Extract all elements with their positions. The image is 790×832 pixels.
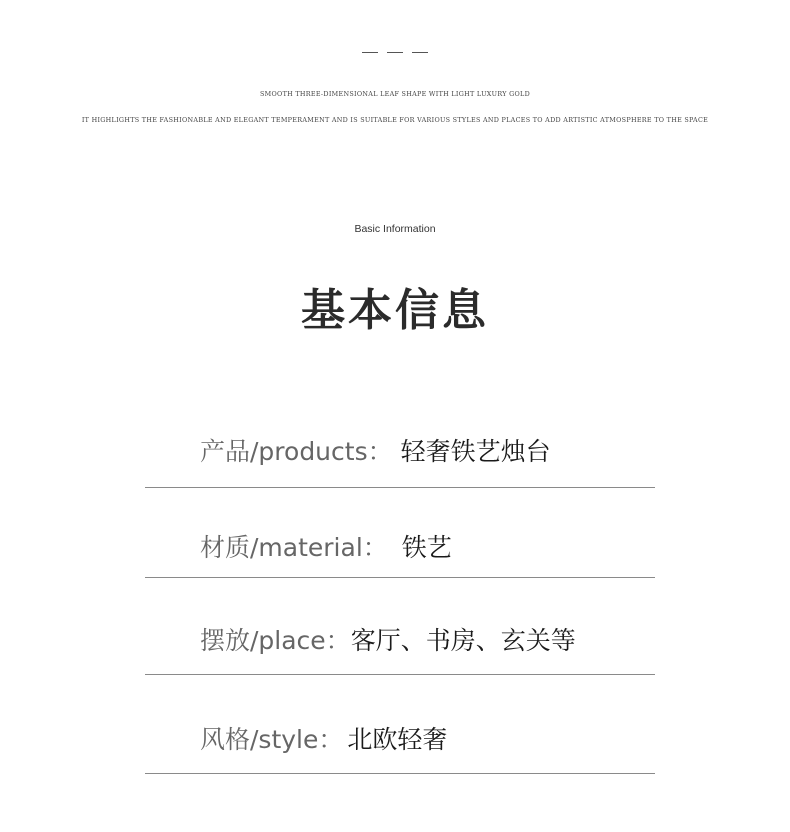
row-divider [145, 773, 655, 774]
info-row-text [200, 535, 452, 560]
header-tagline-2: IT HIGHLIGHTS THE FASHIONABLE AND ELEGANT TEMPERAMENT AND IS SUITABLE FOR VARIOUS STYLES AND PLACES TO ADD ARTISTIC ATMOSPHERE TO THE SPACE [81, 116, 709, 124]
info-label: 风格/style： [200, 725, 344, 754]
row-divider [145, 487, 655, 488]
info-row-material [145, 533, 655, 578]
row-divider [145, 674, 655, 675]
info-value: 轻奢铁艺烛台 [400, 437, 551, 466]
row-divider [145, 577, 655, 578]
dash-divider [412, 52, 428, 53]
dash-divider [387, 52, 403, 53]
info-row-products [145, 437, 655, 488]
dash-divider [362, 52, 378, 53]
info-row-place [145, 626, 655, 675]
header-tagline-1: SMOOTH THREE-DIMENSIONAL LEAF SHAPE WITH LIGHT LUXURY GOLD [259, 90, 531, 98]
info-row-text [200, 727, 447, 752]
decorative-dashes [0, 52, 790, 53]
info-value: 北欧轻奢 [347, 725, 448, 754]
info-row-style [145, 725, 655, 774]
info-value: 铁艺 [401, 533, 452, 562]
info-row-text [200, 439, 551, 464]
info-value: 客厅、书房、玄关等 [350, 626, 576, 655]
section-title: 基本信息 [301, 285, 489, 336]
info-label: 材质/material： [200, 533, 388, 562]
info-label: 产品/products： [200, 437, 393, 466]
info-row-text [200, 628, 576, 653]
info-label: 摆放/place： [200, 626, 351, 655]
section-subtitle: Basic Information [354, 223, 436, 235]
